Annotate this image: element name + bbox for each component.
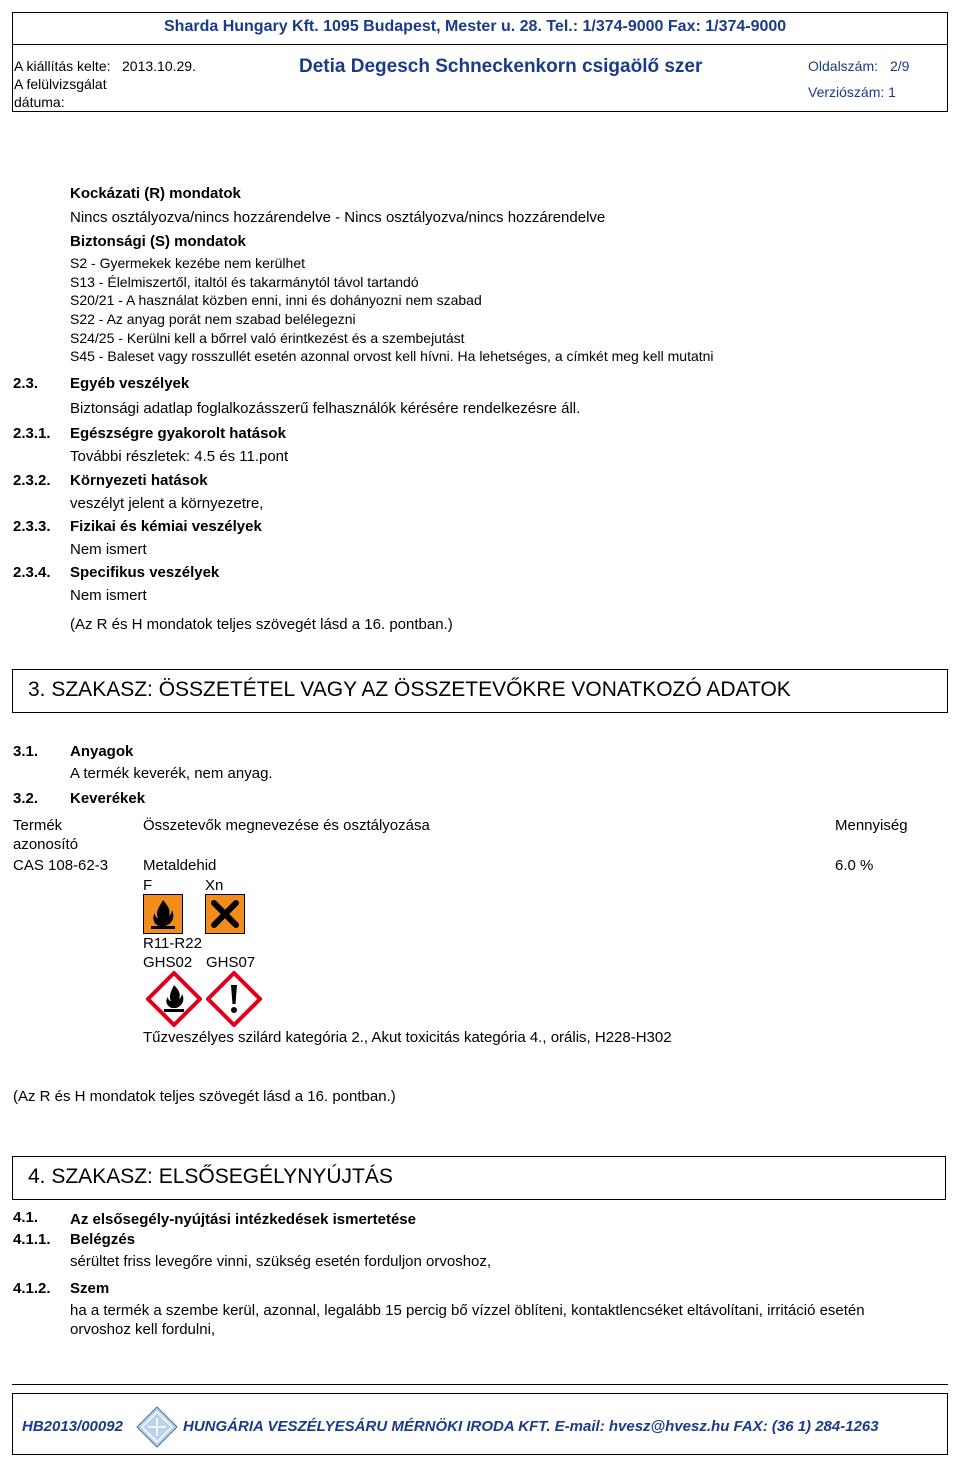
- ghs-code: GHS02: [143, 954, 193, 971]
- header-divider: [12, 44, 948, 45]
- section-number: 2.3.1.: [13, 425, 51, 442]
- s-phrase-line: S13 - Élelmiszertől, italtól és takarmánytól távol tartandó: [70, 274, 419, 290]
- company-logo-icon: [136, 1406, 178, 1448]
- s-phrase-line: S20/21 - A használat közben enni, inni és dohányozni nem szabad: [70, 292, 482, 308]
- section-heading: Belégzés: [70, 1231, 136, 1248]
- symbol-xn-label: Xn: [205, 877, 224, 894]
- section-number: 4.1.2.: [13, 1280, 51, 1297]
- classification-text: Tűzveszélyes szilárd kategória 2., Akut toxicitás kategória 4., orális, H228-H302: [143, 1029, 672, 1046]
- section-heading: Keverékek: [70, 790, 146, 807]
- review-label-2: dátuma:: [14, 94, 65, 110]
- company-line: Sharda Hungary Kft. 1095 Budapest, Mester u. 28. Tel.: 1/374-9000 Fax: 1/374-9000: [164, 18, 787, 35]
- section-text: További részletek: 4.5 és 11.pont: [70, 448, 289, 465]
- section-text: Nem ismert: [70, 587, 147, 604]
- s-phrase-line: S2 - Gyermekek kezébe nem kerülhet: [70, 255, 305, 271]
- page-value: 2/9: [890, 58, 910, 74]
- col-header-id: azonosító: [13, 836, 79, 853]
- issue-label: A kiállítás kelte:: [14, 58, 111, 74]
- col-header-id: Termék: [13, 817, 63, 834]
- component-name: Metaldehid: [143, 857, 217, 874]
- issue-date: 2013.10.29.: [122, 58, 196, 74]
- section-number: 4.1.1.: [13, 1231, 51, 1248]
- review-label-1: A felülvizsgálat: [14, 76, 107, 92]
- s-phrase-line: S45 - Baleset vagy rosszullét esetén azonnal orvost kell hívni. Ha lehetséges, a címkét meg kell mutatni: [70, 348, 714, 364]
- section-text: sérültet friss levegőre vinni, szükség esetén forduljon orvoshoz,: [70, 1253, 492, 1270]
- full-text-note: (Az R és H mondatok teljes szövegét lásd a 16. pontban.): [70, 616, 453, 633]
- quantity: 6.0 %: [835, 857, 874, 874]
- section-heading: Fizikai és kémiai veszélyek: [70, 518, 262, 535]
- col-header-qty: Mennyiség: [835, 817, 908, 834]
- section-number: 2.3.4.: [13, 564, 51, 581]
- page-label: Oldalszám:: [808, 58, 879, 74]
- section-3-title: 3. SZAKASZ: ÖSSZETÉTEL VAGY AZ ÖSSZETEVŐKRE VONATKOZÓ ADATOK: [28, 678, 791, 701]
- col-header-name: Összetevők megnevezése és osztályozása: [143, 817, 430, 834]
- section-heading: Szem: [70, 1280, 110, 1297]
- section-heading: Anyagok: [70, 743, 134, 760]
- s-phrases-heading: Biztonsági (S) mondatok: [70, 233, 246, 250]
- section-number: 2.3.2.: [13, 472, 51, 489]
- section-number: 3.2.: [13, 790, 39, 807]
- cas-number: CAS 108-62-3: [13, 857, 109, 874]
- symbol-f-label: F: [143, 877, 153, 894]
- section-4-title: 4. SZAKASZ: ELSŐSEGÉLYNYÚJTÁS: [28, 1165, 393, 1188]
- section-number: 2.3.: [13, 375, 39, 392]
- section-number: 4.1.: [13, 1209, 39, 1226]
- section-text: Nem ismert: [70, 541, 147, 558]
- section-text: veszélyt jelent a környezetre,: [70, 495, 264, 512]
- section-text: A termék keverék, nem anyag.: [70, 765, 273, 782]
- section-heading: Az elsősegély-nyújtási intézkedések ismertetése: [70, 1211, 416, 1228]
- footer-document-id: HB2013/00092: [22, 1418, 123, 1435]
- ghs-exclamation-diamond-icon: [206, 971, 262, 1027]
- section-number: 2.3.3.: [13, 518, 51, 535]
- section-heading: Egyéb veszélyek: [70, 375, 190, 392]
- x-cross-orange-square-icon: [205, 894, 245, 934]
- section-text: Biztonsági adatlap foglalkozásszerű felhasználók kérésére rendelkezésre áll.: [70, 400, 581, 417]
- version-label: Verziószám: 1: [808, 84, 896, 100]
- s-phrase-line: S24/25 - Kerülni kell a bőrrel való érintkezést és a szembejutást: [70, 330, 465, 346]
- footer-divider: [12, 1384, 948, 1385]
- section-text: orvoshoz kell fordulni,: [70, 1321, 216, 1338]
- r-phrases: R11-R22: [143, 935, 202, 952]
- r-phrases-text: Nincs osztályozva/nincs hozzárendelve - Nincs osztályozva/nincs hozzárendelve: [70, 209, 606, 226]
- section-number: 3.1.: [13, 743, 39, 760]
- section-heading: Egészségre gyakorolt hatások: [70, 425, 286, 442]
- section-text: ha a termék a szembe kerül, azonnal, legalább 15 percig bő vízzel öblíteni, kontaktlencséket eltávolítani, irritáció esetén: [70, 1302, 865, 1319]
- flame-orange-square-icon: [143, 894, 183, 934]
- r-phrases-heading: Kockázati (R) mondatok: [70, 185, 241, 202]
- ghs-flame-diamond-icon: [146, 971, 202, 1027]
- s-phrase-line: S22 - Az anyag porát nem szabad belélegezni: [70, 311, 356, 327]
- section-heading: Környezeti hatások: [70, 472, 208, 489]
- footer-company-info: HUNGÁRIA VESZÉLYESÁRU MÉRNÖKI IRODA KFT. E-mail: hvesz@hvesz.hu FAX: (36 1) 284-1263: [183, 1418, 879, 1435]
- full-text-note: (Az R és H mondatok teljes szövegét lásd a 16. pontban.): [13, 1088, 396, 1105]
- section-heading: Specifikus veszélyek: [70, 564, 220, 581]
- product-title: Detia Degesch Schneckenkorn csigaölő szer: [299, 56, 703, 77]
- ghs-code: GHS07: [206, 954, 256, 971]
